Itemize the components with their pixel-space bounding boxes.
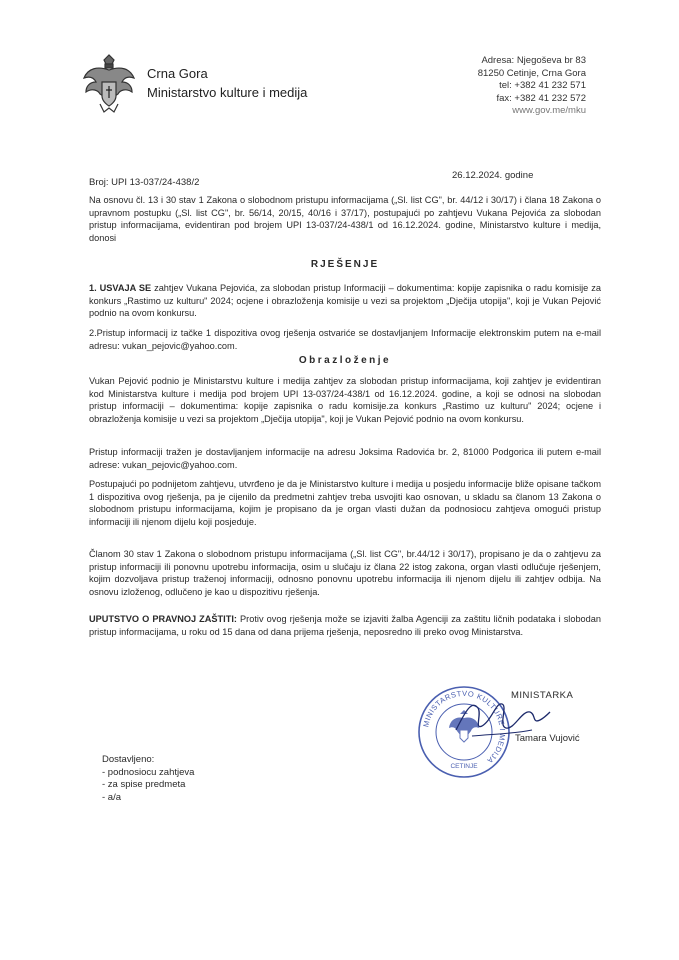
delivery-item: - za spise predmeta: [102, 779, 186, 790]
country-name: Crna Gora: [147, 66, 208, 81]
paragraph-1: Vukan Pejović podnio je Ministarstvu kulture i medija zahtjev za slobodan pristup informacijama, koji zahtjev je evidentiran kod Ministarstva kulture i medija pod brojem UPI 13-037/24-438/1 od 16.12.2024. godine, a koji se odnosi na slobodan pristup informaciji – dokumentima: kopije zapisnika o radu komisije.za konkurs „Rastimo uz kulturu" 2024; ocjene i obrazloženja komisije u vezi sa projektom „Dječija utopija", koji je Vukan Pejović podnio na ovom konkursu.: [89, 376, 601, 424]
item-1-text: zahtjev Vukana Pejovića, za slobodan pristup Informaciji – dokumentima: kopije zapisnika o radu komisije za konkurs „Rastimo uz kulturu" 2024; ocjene i obrazloženja komisije u vezi sa projektom „Dječija utopija", koji je Vukan Pejović podnio na ovom konkursu.: [89, 283, 601, 319]
tel: tel: +382 41 232 571: [499, 80, 586, 91]
heading-resenje: RJEŠENJE: [310, 259, 380, 270]
legal-instruction-text: Protiv ovog rješenja može se izjaviti žalba Agenciji za zaštitu ličnih podataka i slobodan pristup informacijama, u roku od 15 dana od dana prijema rješenja, neposredno ili preko ovog Ministarstva.: [89, 614, 601, 637]
item-2: 2.Pristup informacij iz tačke 1 dispozitiva ovog rješenja ostvariće se dostavljanjem Informacije elektronskim putem na e-mail adresu: vukan_pejovic@yahoo.com.: [89, 328, 601, 351]
delivery-item: - podnosiocu zahtjeva: [102, 766, 195, 778]
paragraph-2: Pristup informaciji tražen je dostavljanjem informacije na adresu Joksima Radovića br. 2, 81000 Podgorica ili putem e-mail adrese: vukan_pejovic@yahoo.com.: [89, 447, 601, 470]
document-date: 26.12.2024. godine: [452, 170, 534, 181]
document-number: Broj: UPI 13-037/24-438/2: [89, 177, 200, 188]
address-line-1: Adresa: Njegoševa br 83: [481, 55, 586, 66]
legal-instruction: [89, 613, 601, 638]
svg-text:CETINJE: CETINJE: [450, 763, 478, 770]
delivery-label: Dostavljeno:: [102, 754, 155, 765]
fax: fax: +382 41 232 572: [496, 92, 586, 104]
address-block: [478, 55, 586, 118]
address-line-2: 81250 Cetinje, Crna Gora: [477, 67, 586, 79]
coat-of-arms-logo: [80, 52, 138, 118]
svg-text:MINISTARSTVO KULTURE I MEDIJA: MINISTARSTVO KULTURE I MEDIJA: [421, 688, 508, 766]
legal-instruction-bold: UPUTSTVO O PRAVNOJ ZAŠTITI:: [89, 614, 237, 624]
ministry-name: Ministarstvo kulture i medija: [147, 85, 308, 100]
item-1: [89, 282, 601, 320]
item-1-bold: 1. USVAJA SE: [89, 283, 152, 293]
intro-paragraph: Na osnovu čl. 13 i 30 stav 1 Zakona o slobodnom pristupu informacijama („Sl. list CG", br. 44/12 i 30/17) i člana 18 Zakona o upravnom postupku („Sl. list CG", br. 56/14, 20/15, 40/16 i 37/17), postupajući po zahtjevu Vukana Pejovića za slobodan pristup informacijama, evidentiran pod brojem UPI 13-037/24-438/1 od 16.12.2024. godine, Ministarstvo kulture i medija, donosi: [89, 195, 601, 243]
signature-title: MINISTARKA: [511, 690, 574, 701]
delivery-list: [102, 754, 194, 804]
paragraph-3: Postupajući po podnijetom zahtjevu, utvrđeno je da je Ministarstvo kulture i medija u posjedu informacije bliže opisane tačkom 1 dispozitiva ovog rješenja, pa je cijenilo da predmetni zahtjev treba usvojiti kao osnovan, u skladu sa članom 13 Zakona o slobodnom pristupu informacijama, kojim je propisano da je organ vlasti dužan da podnosiocu zahtjeva omogući pristup informaciji ili njenom dijelu koji posjeduje.: [89, 479, 601, 527]
ministry-header: [147, 64, 307, 102]
heading-obrazlozenje: Obrazloženje: [298, 355, 392, 366]
website: www.gov.me/mku: [512, 105, 586, 116]
delivery-item: - a/a: [102, 791, 122, 803]
paragraph-4: Članom 30 stav 1 Zakona o slobodnom pristupu informacijama („Sl. list CG", br.44/12 i 30/17), propisano je da o zahtjevu za pristup informaciji ili ponovnu upotrebu informacija, osim u slučaju iz člana 22 istog zakona, organ vlasti odlučuje rješenjem, kojim dozvoljava pristup traženoj informaciji, odnosno ponovnu upotrebu informacija ili njenom dijelu ili zahtjev odbija. Na osnovu izloženog, odlučeno je kao u dispozitivu rješenja.: [89, 549, 601, 597]
signature-name: Tamara Vujović: [515, 733, 580, 744]
